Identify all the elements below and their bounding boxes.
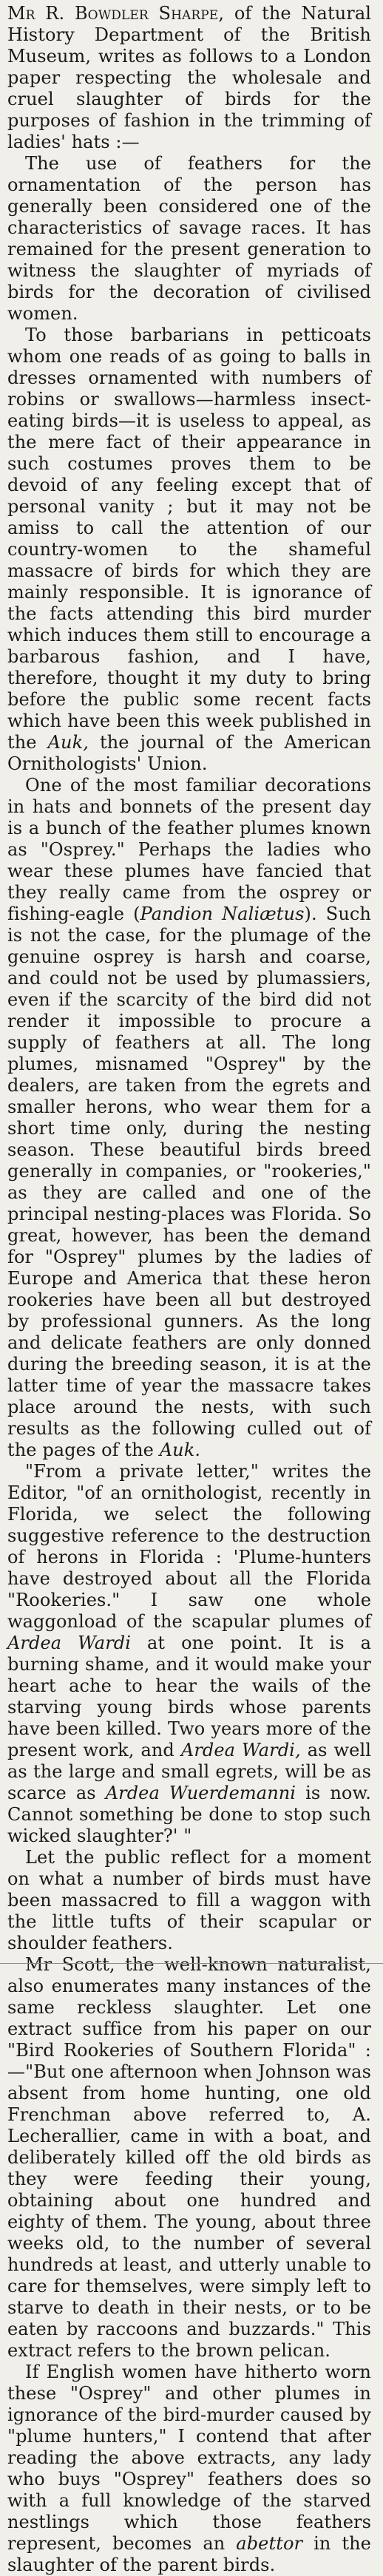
paragraph-text: ). Such is not the case, for the plumage of the genuine osprey is harsh and coarse, and could not be used by plumassiers, even if the scarcity of the bird did not render it impossible to procure a supply of feathers at all. The long plumes, misnamed "Osprey" by the dealers, are taken from the egrets and smaller herons, who wear them for a short time only, during the nesting season. These beautiful birds breed generally in companies, or "rookeries," as they are called and one of the principal nesting-places was Florida. So great, however, has been the demand for "Osprey" plumes by the ladies of Europe and America that these heron rookeries have been all but destroyed by professional gunners. As the long and delicate feathers are only donned during the breeding season, it is at the latter time of year the massacre takes place around the nests, with such results as the following culled out of the pages of the <box>7 904 371 1460</box>
intro-text: of the Natural History Department of the British Museum, writes as follows to a London paper respecting the wholesale and cruel slaughter of birds for the purposes of fashion in the trimming of ladies' hats :— <box>7 3 372 152</box>
paragraph-text: at one point. It is a burning shame, and it would make your heart ache to hear the wails of the starving young birds whose parents have been killed. Two years more of the present work, and <box>7 1633 371 1760</box>
paragraph-private-letter <box>7 1461 371 1847</box>
paragraph-text: in the slaughter of the parent birds. <box>7 2533 371 2575</box>
paragraph-mr-scott: Mr Scott, the well-known naturalist, also enumerates many instances of the same reckless slaughter. Let one extract suffice from his paper on our "Bird Rookeries of Southern Florida" :—"But one afternoon when Johnson was absent from home hunting, one old Frenchman above referred to, A. Lecherallier, came in with a boat, and deliberately killed off the old birds as they were feeding their young, obtaining about one hundred and eighty of them. The young, about three weeks old, to the number of several hundreds at least, and utterly unable to care for themselves, were simply left to starve to death in their nests, or to be eaten by raccoons and buzzards." This extract refers to the brown pelican. <box>7 1954 371 2361</box>
author-name: Mr R. Bowdler Sharpe, <box>7 3 225 24</box>
paragraph-text: is now. Cannot something be done to stop such wicked slaughter?' " <box>7 1783 371 1846</box>
paragraph-barbarians <box>7 325 371 775</box>
paragraph-text: as well as the large and small egrets, will be as scarce as <box>7 1740 371 1803</box>
paragraph-text: To those barbarians in petticoats whom one reads of as going to balls in dresses ornamented with numbers of robins or swallows—harmless insect-eating birds—it is useless to appeal, as the mere fact of their appearance in such costumes proves them to be devoid of any feeling except that of personal vanity ; but it may not be amiss to call the attention of our country-women to the shameful massacre of birds for which they are mainly responsible. It is ignorance of the facts attending this bird murder which induces them still to encourage a barbarous fashion, and I have, therefore, thought it my duty to bring before the public some recent facts which have been this week published in the <box>7 325 371 753</box>
paragraph-intro <box>7 3 371 153</box>
journal-name-auk: Auk, <box>47 732 89 753</box>
paragraph-public-reflect: Let the public reflect for a moment on what a number of birds must have been massacred to fill a waggon with the little tufts of their scapular or shoulder feathers. <box>7 1847 371 1953</box>
paragraph-text: If English women have hitherto worn these "Osprey" and other plumes in ignorance of the bird-murder caused by "plume hunters," I contend that after reading the above extracts, any lady who buys "Osprey" feathers does so with a full knowledge of the starved nestlings which those feathers represent, becomes an <box>7 2362 371 2554</box>
species-name-pandion: Pandion Naliætus <box>140 904 305 924</box>
article-body <box>7 3 371 2576</box>
journal-name-auk: Auk. <box>159 1440 201 1460</box>
paragraph-english-women <box>7 2362 371 2576</box>
species-name-ardea-wardi: Ardea Wardi, <box>180 1740 301 1760</box>
species-name-ardea-wuerdemanni: Ardea Wuerdemanni <box>105 1783 296 1803</box>
species-name-ardea-wardi: Ardea Wardi <box>7 1633 132 1653</box>
paragraph-osprey <box>7 775 371 1461</box>
paragraph-text: the journal of the American Ornithologists' Union. <box>7 732 372 774</box>
paragraph-text: "From a private letter," writes the Editor, "of an ornithologist, recently in Florida, we select the following suggestive reference to the destruction of herons in Florida : 'Plume-hunters have destroyed about all the Florida "Rookeries." I saw one whole waggonload of the scapular plumes of <box>7 1461 371 1632</box>
paragraph-text: One of the most familiar decorations in hats and bonnets of the present day is a bunch of the feather plumes known as "Osprey." Perhaps the ladies who wear these plumes have fancied that they really came from the osprey or fishing-eagle ( <box>7 775 371 924</box>
emphasis-abettor: abettor <box>236 2533 303 2554</box>
paragraph-feathers-ornamentation: The use of feathers for the ornamentation of the person has generally been considered one of the characteristics of savage races. It has remained for the present generation to witness the slaughter of myriads of birds for the decoration of civilised women. <box>7 153 371 324</box>
bottom-divider <box>0 1963 383 1964</box>
